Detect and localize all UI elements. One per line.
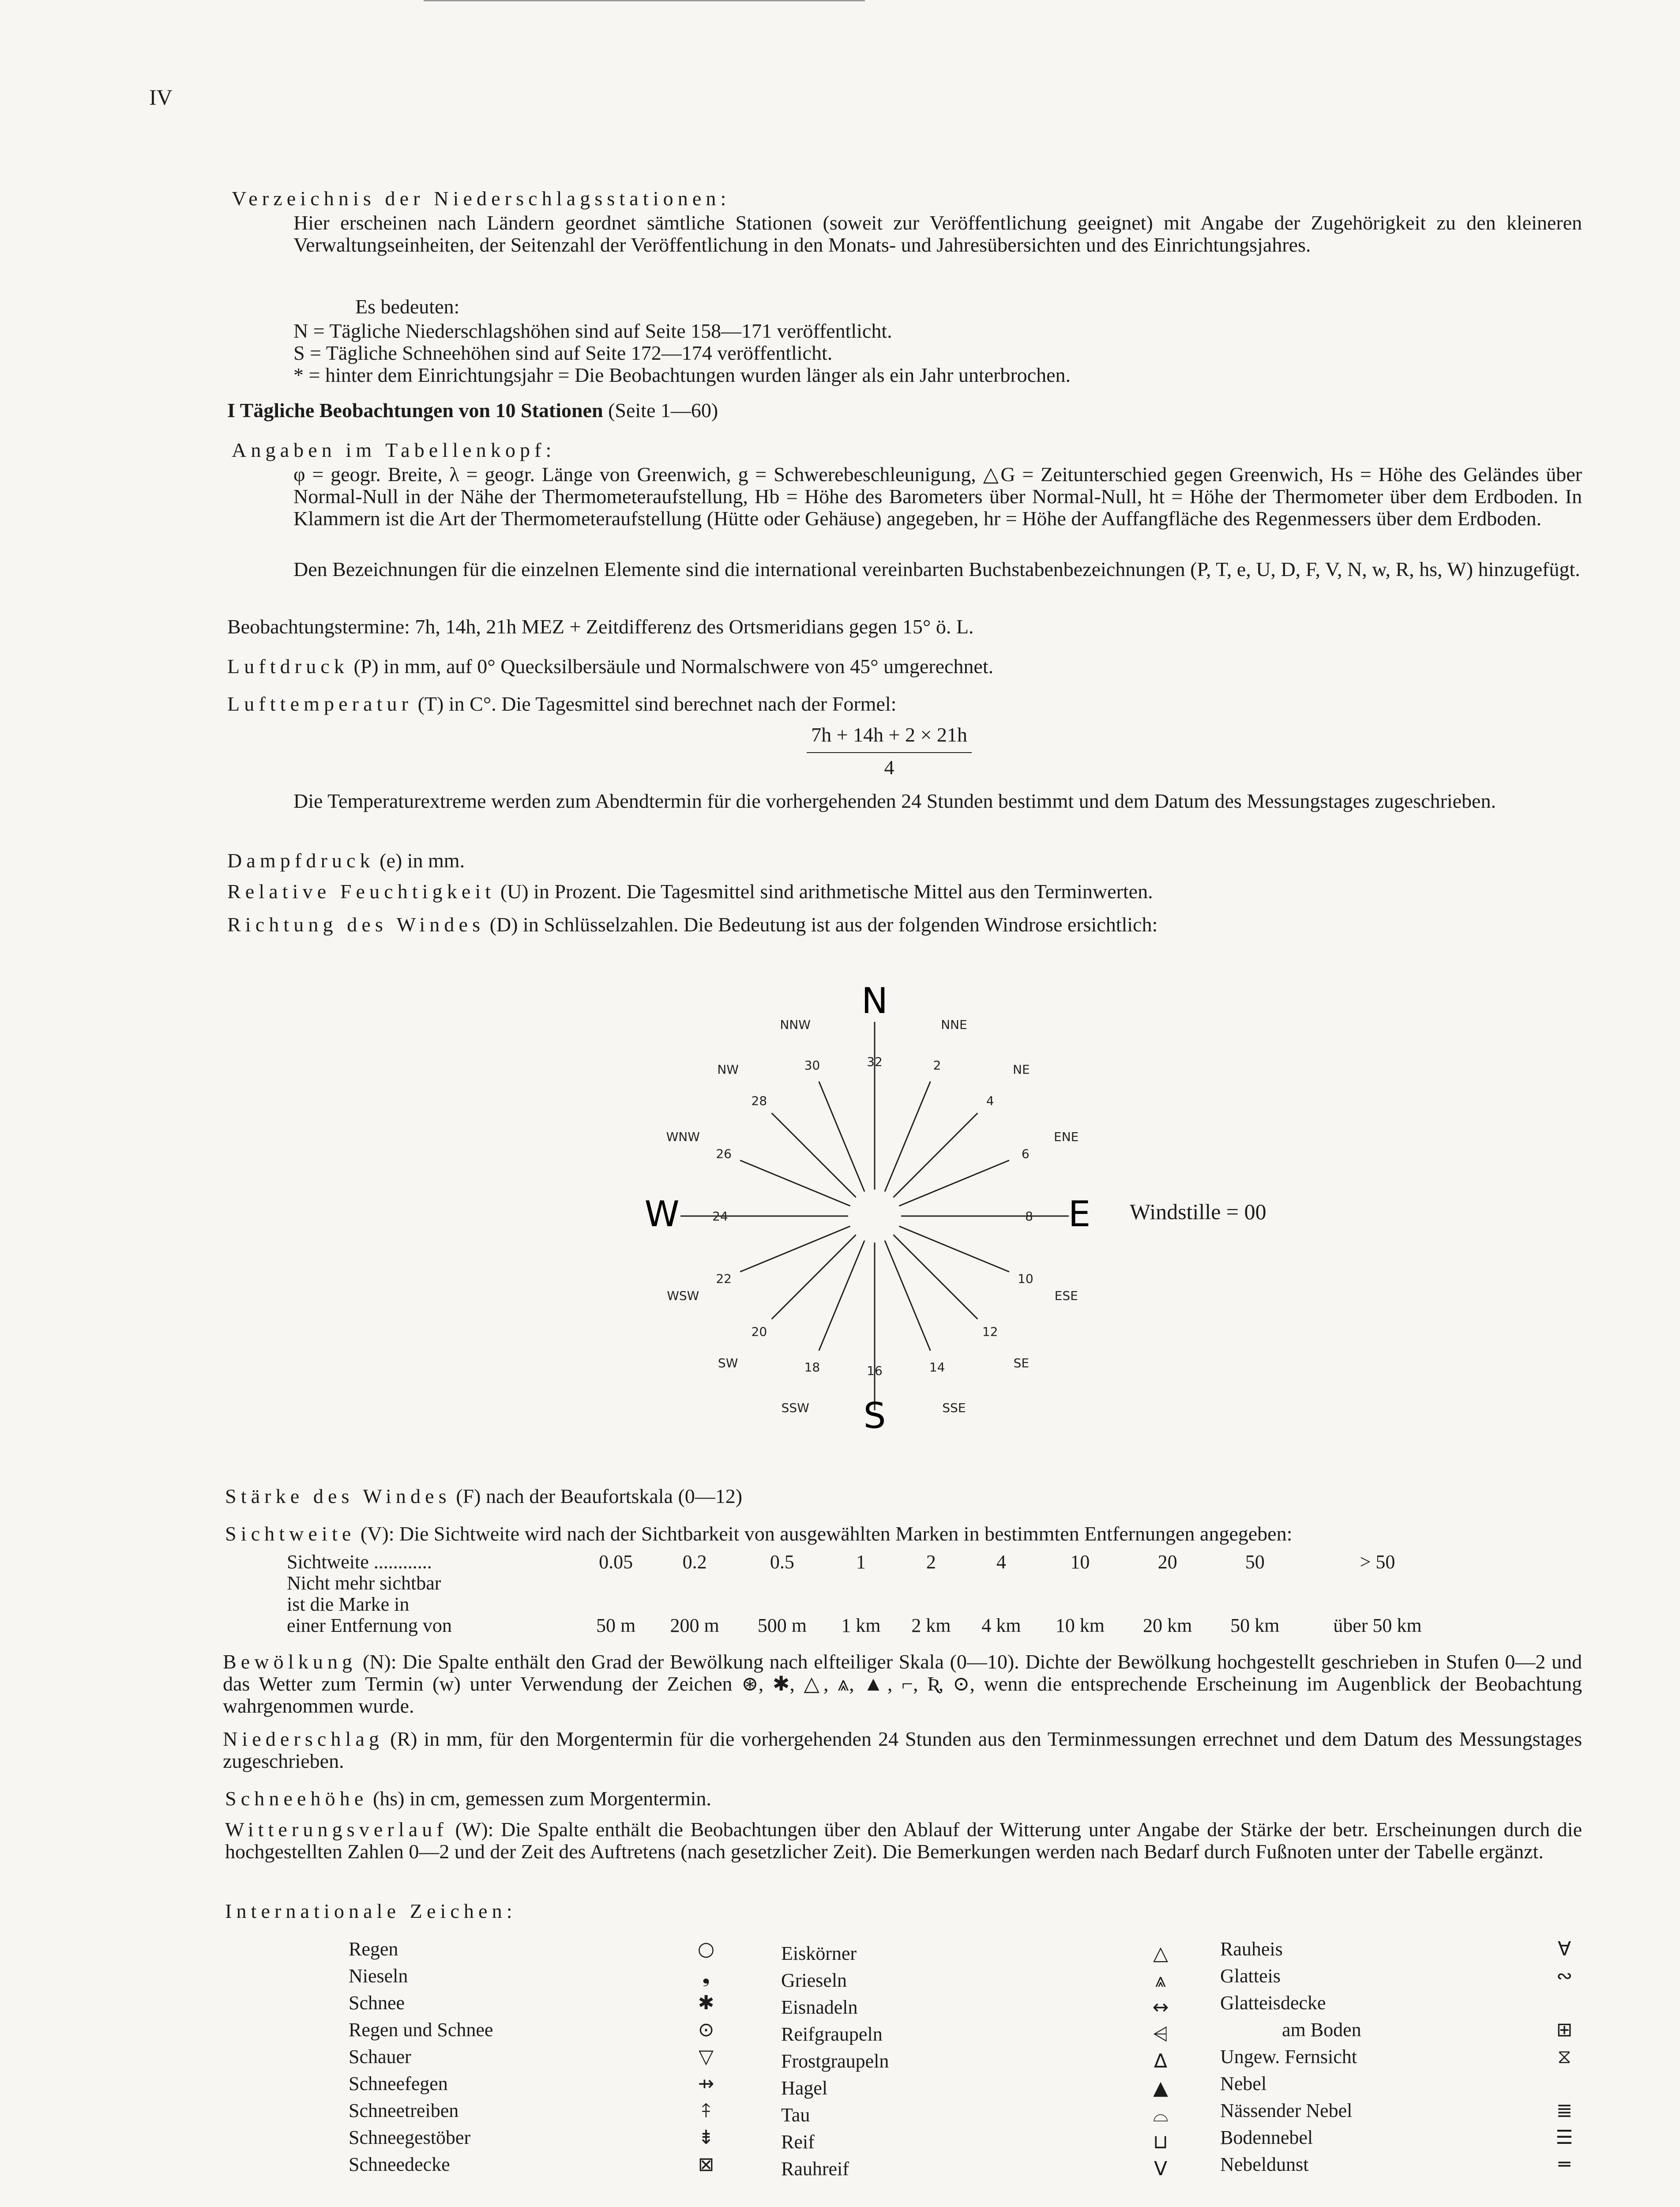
legend-item	[1220, 2070, 1582, 2097]
windstille-label: Windstille = 00	[1130, 1199, 1267, 1224]
legend-item	[781, 1994, 1178, 2021]
visibility-row-distance	[287, 1615, 1456, 1636]
windrose-west: W	[644, 1194, 680, 1235]
visibility-distance: 1 km	[841, 1615, 881, 1636]
windrose-direction-name: WNW	[666, 1130, 700, 1145]
windrose-code: 2	[933, 1058, 941, 1073]
windrose-code: 16	[867, 1363, 883, 1378]
visibility-distance: 4 km	[981, 1615, 1021, 1636]
snow-icon: ✱	[698, 1992, 714, 2014]
legend-item	[1220, 1936, 1582, 1962]
legend-label: Schnee	[349, 1992, 405, 2014]
formula	[706, 724, 1072, 779]
witterung-term: Witterungsverlauf	[225, 1818, 448, 1841]
visibility-value: 50	[1245, 1551, 1265, 1573]
windrose-ray	[899, 1160, 1009, 1206]
staerke-term: Stärke des Windes	[225, 1485, 451, 1507]
windrose-ray	[893, 1113, 977, 1198]
snowstorm-icon: ⇟	[698, 2126, 714, 2149]
legend-label: Glatteisdecke	[1220, 1992, 1326, 2014]
schnee-text: (hs) in cm, gemessen zum Morgentermin.	[372, 1787, 711, 1810]
rime-pellets-icon: ⩤	[1153, 2023, 1169, 2045]
windrose-code: 18	[804, 1360, 820, 1375]
hoarfrost-icon: ⊔	[1153, 2131, 1169, 2153]
windrose-rays	[680, 1022, 1069, 1410]
dew-icon: ⌓	[1153, 2104, 1169, 2126]
feucht-term: Relative Feuchtigkeit	[227, 880, 496, 903]
visibility-distance: 10 km	[1055, 1615, 1105, 1636]
visibility-distance: 200 m	[670, 1615, 719, 1636]
legend-label: Grieseln	[781, 1970, 847, 1991]
windrose-code: 24	[712, 1209, 728, 1224]
windrose-direction-name: SW	[718, 1356, 738, 1371]
legend-label: Schauer	[349, 2046, 411, 2068]
legend-label: Schneedecke	[349, 2154, 450, 2175]
section-i-pages: (Seite 1—60)	[608, 399, 718, 422]
visibility-distance: 50 m	[596, 1615, 636, 1636]
feucht-text: (U) in Prozent. Die Tagesmittel sind arithmetische Mittel aus den Terminwerten.	[500, 880, 1153, 903]
visibility-distance: 50 km	[1230, 1615, 1280, 1636]
legend-item	[781, 2021, 1178, 2048]
richtung-text: (D) in Schlüsselzahlen. Die Bedeutung ist aus der folgenden Windrose ersichtlich:	[489, 913, 1158, 936]
visibility-row-label: einer Entfernung von	[287, 1615, 452, 1636]
legend-label: Frostgraupeln	[781, 2050, 889, 2072]
glaze-icon: ∾	[1556, 1965, 1573, 1987]
drifting-snow-icon: ⇸	[698, 2072, 714, 2095]
windrose-ray	[819, 1081, 864, 1191]
windrose-code: 26	[716, 1146, 732, 1161]
niederschlag-text: (R) in mm, für den Morgentermin für die vorhergehenden 24 Stunden aus den Terminmessungen errechnet und dem Datum des Messungstages zugeschrieben.	[223, 1728, 1582, 1772]
windrose-east: E	[1068, 1194, 1091, 1235]
wet-fog-icon: ≣	[1556, 2099, 1573, 2122]
top-rule	[424, 0, 865, 1]
definition-star: * = hinter dem Einrichtungsjahr = Die Beobachtungen wurden länger als ein Jahr unterbrochen.	[293, 364, 1071, 386]
visibility-value: 4	[996, 1551, 1006, 1573]
legend-label: Regen	[349, 1938, 398, 1960]
windrose-direction-name: SE	[1013, 1356, 1030, 1371]
visibility-value: 10	[1070, 1551, 1090, 1573]
windrose-ray	[893, 1235, 977, 1319]
windrose-code: 32	[867, 1055, 883, 1069]
legend-item	[781, 1967, 1178, 1994]
sicht-term: Sichtweite	[225, 1522, 356, 1545]
bewoelkung-text: (N): Die Spalte enthält den Grad der Bewölkung nach elfteiliger Skala (0—10). Dichte der Bewölkung hochgestellt geschrieben in Stufen 0—2 und das Wetter zum Termin (w) unter Verwendung der Zeichen ⊛, ✱, △, ⩓, ▲, ⌐, Ʀ, ⊙, wenn die entsprechende Erscheinung im Augenblick der Beobachtung wahrgenommen wurde.	[223, 1650, 1582, 1717]
legend-item	[349, 1989, 724, 2016]
legend-label: Schneegestöber	[349, 2127, 471, 2148]
windrose-ray	[772, 1235, 856, 1319]
termine-text: Beobachtungstermine: 7h, 14h, 21h MEZ + Zeitdifferenz des Ortsmeridians gegen 15° ö. L.	[227, 615, 974, 638]
visibility-distance: 500 m	[757, 1615, 807, 1636]
niederschlag-block	[223, 1728, 1582, 1772]
windrose-direction-name: SSE	[942, 1401, 966, 1416]
legend-item	[349, 1936, 724, 1962]
legend-item	[349, 2043, 724, 2070]
ice-needles-icon: ↔	[1152, 1996, 1169, 2019]
luftdruck-text: (P) in mm, auf 0° Quecksilbersäule und Normalschwere von 45° umgerechnet.	[353, 655, 994, 678]
visibility-value: 2	[926, 1551, 936, 1573]
windrose-code: 4	[986, 1093, 994, 1108]
windrose-south: S	[863, 1395, 886, 1436]
visibility-distance: 2 km	[911, 1615, 951, 1636]
staerke-line	[225, 1485, 742, 1507]
windrose-direction-name: NNW	[780, 1017, 811, 1032]
richtung-term: Richtung des Windes	[227, 913, 485, 936]
windrose-code: 8	[1025, 1209, 1033, 1224]
windrose-code: 22	[716, 1271, 732, 1286]
hail-icon: ▲	[1153, 2077, 1168, 2099]
witterung-block	[225, 1819, 1582, 1863]
legend-item	[1220, 2151, 1582, 2178]
legend-item	[349, 2124, 724, 2151]
rain-icon: ○	[697, 1938, 715, 1960]
legend-label: Reifgraupeln	[781, 2023, 883, 2045]
legend-item	[1220, 2097, 1582, 2124]
windrose-code: 14	[929, 1360, 945, 1375]
sicht-line	[225, 1523, 1292, 1545]
richtung-line	[227, 914, 1158, 936]
visibility-value: 0.5	[770, 1551, 794, 1573]
visibility-row-scale	[287, 1552, 1456, 1573]
legend-item	[349, 2070, 724, 2097]
page-number: IV	[149, 85, 173, 109]
legend-item	[781, 2128, 1178, 2155]
legend-label: am Boden	[1282, 2019, 1361, 2041]
legend-label: Nieseln	[349, 1965, 408, 1987]
rain-and-snow-icon: ⊙	[698, 2019, 714, 2041]
extreme-text: Die Temperaturextreme werden zum Abendtermin für die vorhergehenden 24 Stunden bestimmt und dem Datum des Messungstages zugeschrieben.	[293, 790, 1496, 812]
windrose-ray	[885, 1081, 930, 1191]
staerke-text: (F) nach der Beaufortskala (0—12)	[456, 1485, 743, 1507]
legend-label: Rauhreif	[781, 2158, 849, 2180]
intl-heading: Internationale Zeichen:	[225, 1900, 517, 1922]
legend-column-1	[349, 1936, 724, 2178]
legend-item	[349, 2016, 724, 2043]
snow-cover-icon: ⊠	[698, 2153, 714, 2176]
legend-item	[781, 2075, 1178, 2102]
visibility-value: > 50	[1360, 1551, 1395, 1573]
visibility-row-label: ist die Marke in	[287, 1593, 410, 1615]
windrose-ray	[740, 1226, 850, 1272]
visibility-value: 20	[1158, 1551, 1177, 1573]
legend-item	[349, 2151, 724, 2178]
lufttemp-text: (T) in C°. Die Tagesmittel sind berechnet nach der Formel:	[417, 693, 897, 715]
schnee-line	[225, 1788, 711, 1810]
section-i-title: I Tägliche Beobachtungen von 10 Stationen	[227, 399, 603, 422]
windrose-direction-name: SSW	[781, 1401, 809, 1416]
legend-item	[781, 2155, 1178, 2182]
legend-label: Regen und Schnee	[349, 2019, 493, 2041]
legend-column-3	[1220, 1936, 1582, 2178]
bezeichnungen-text: Den Bezeichnungen für die einzelnen Elemente sind die international vereinbarten Buchstabenbezeichnungen (P, T, e, U, D, F, V, N, w, R, hs, W) hinzugefügt.	[293, 558, 1580, 580]
formula-numerator: 7h + 14h + 2 × 21h	[807, 724, 972, 753]
windrose-direction-name: ESE	[1054, 1288, 1078, 1303]
schnee-term: Schneehöhe	[225, 1787, 368, 1810]
niederschlag-term: Niederschlag	[223, 1728, 384, 1750]
formula-denominator: 4	[884, 756, 894, 779]
visibility-value: 0.05	[599, 1551, 633, 1573]
visibility-row-label-1	[287, 1573, 1456, 1594]
windrose-code: 28	[751, 1093, 767, 1108]
ice-pellets-icon: △	[1153, 1942, 1168, 1965]
windrose-ray	[885, 1240, 930, 1350]
legend-label: Reif	[781, 2131, 815, 2153]
drizzle-icon: ❟	[702, 1965, 710, 1987]
lufttemp-line	[227, 693, 896, 715]
legend-label: Eiskörner	[781, 1943, 857, 1964]
ground-glaze-icon: ⊞	[1556, 2019, 1573, 2041]
clear-visibility-icon: ⧖	[1557, 2045, 1571, 2068]
rough-ice-icon: ∀	[1557, 1938, 1571, 1960]
verzeichnis-heading: Verzeichnis der Niederschlagsstationen:	[232, 187, 731, 210]
legend-label: Ungew. Fernsicht	[1220, 2046, 1357, 2068]
visibility-row-label: Nicht mehr sichtbar	[287, 1572, 441, 1594]
windrose-code: 10	[1018, 1271, 1034, 1286]
legend-item	[781, 1940, 1178, 1967]
verzeichnis-text: Hier erscheinen nach Ländern geordnet sämtliche Stationen (soweit zur Veröffentlichung geeignet) mit Angabe der Zugehörigkeit zu den kleineren Verwaltungseinheiten, der Seitenzahl der Veröffentlichung in den Monats- und Jahresübersichten und des Einrichtungsjahres.	[293, 211, 1582, 256]
legend-label: Rauheis	[1220, 1938, 1283, 1960]
visibility-row-label: Sichtweite ............	[287, 1551, 432, 1573]
rime-icon: V	[1154, 2158, 1168, 2180]
legend-label: Nebel	[1220, 2073, 1267, 2094]
definition-n: N = Tägliche Niederschlagshöhen sind auf Seite 158—171 veröffentlicht.	[293, 320, 892, 342]
sicht-text: (V): Die Sichtweite wird nach der Sichtbarkeit von ausgewählten Marken in bestimmten Entfernungen angegeben:	[360, 1522, 1293, 1545]
windrose-code: 30	[804, 1058, 820, 1073]
blowing-snow-icon: ⤉	[702, 2099, 710, 2122]
windrose-ray	[899, 1226, 1009, 1272]
legend-label: Glatteis	[1220, 1965, 1281, 1987]
legend-label: Hagel	[781, 2077, 828, 2099]
windrose-code: 20	[751, 1324, 767, 1339]
luftdruck-term: Luftdruck	[227, 655, 349, 678]
ground-fog-icon: ☰	[1556, 2126, 1573, 2149]
frost-pellets-icon: ∆	[1154, 2050, 1167, 2072]
dampf-text: (e) in mm.	[380, 849, 465, 872]
legend-label: Schneetreiben	[349, 2100, 459, 2121]
dampf-term: Dampfdruck	[227, 849, 375, 872]
legend-item	[1220, 2043, 1582, 2070]
legend-item	[1220, 2016, 1582, 2043]
lufttemp-term: Lufttemperatur	[227, 693, 413, 715]
windrose-direction-name: ENE	[1054, 1130, 1079, 1145]
windrose-direction-name: NE	[1013, 1062, 1030, 1077]
windrose-ray	[740, 1160, 850, 1206]
legend-item	[781, 2102, 1178, 2128]
legend-label: Eisnadeln	[781, 1996, 858, 2018]
legend-label: Tau	[781, 2104, 810, 2126]
angaben-heading: Angaben im Tabellenkopf:	[232, 439, 556, 461]
visibility-distance: 20 km	[1143, 1615, 1192, 1636]
windrose-direction-name: NW	[717, 1062, 739, 1077]
visibility-distance: über 50 km	[1333, 1615, 1422, 1636]
windrose-code: 12	[982, 1324, 998, 1339]
angaben-text: φ = geogr. Breite, λ = geogr. Länge von Greenwich, g = Schwerebeschleunigung, △G = Zeitunterschied gegen Greenwich, Hs = Höhe des Geländes über Normal-Null in der Nähe der Thermometeraufstellung, Hb = Höhe des Barometers über Normal-Null, ht = Höhe der Thermometer über dem Erdboden. In Klammern ist die Art der Thermometeraufstellung (Hütte oder Gehäuse) angegeben, hr = Höhe der Auffangfläche des Regenmessers über dem Erdboden.	[293, 463, 1582, 530]
shower-icon: ▽	[699, 2045, 714, 2068]
feucht-line	[227, 881, 1153, 903]
visibility-value: 1	[856, 1551, 866, 1573]
snow-grains-icon: ⩓	[1155, 1969, 1166, 1992]
bewoelkung-term: Bewölkung	[223, 1650, 357, 1673]
legend-item	[1220, 2124, 1582, 2151]
visibility-table	[287, 1552, 1456, 1636]
legend-label: Nässender Nebel	[1220, 2100, 1353, 2121]
dampf-line	[227, 850, 465, 872]
windrose-ray	[772, 1113, 856, 1198]
mist-icon: ═	[1558, 2153, 1571, 2176]
visibility-value: 0.2	[682, 1551, 707, 1573]
definition-s: S = Tägliche Schneehöhen sind auf Seite 172—174 veröffentlicht.	[293, 342, 833, 364]
bewoelkung-block	[223, 1651, 1582, 1717]
legend-column-2	[781, 1940, 1178, 2182]
legend-item	[1220, 1962, 1582, 1989]
legend-label: Nebeldunst	[1220, 2154, 1309, 2175]
legend-item	[349, 2097, 724, 2124]
witterung-text: (W): Die Spalte enthält die Beobachtungen über den Ablauf der Witterung unter Angabe der Stärke der betr. Erscheinungen durch die hochgestellten Zahlen 0—2 und der Zeit des Auftretens (nach gesetzlicher Zeit). Die Bemerkungen werden nach Bedarf durch Fußnoten unter der Tabelle ergänzt.	[225, 1818, 1582, 1863]
windrose-direction-name: NNE	[941, 1017, 967, 1032]
section-i-title-line	[227, 399, 718, 422]
visibility-row-label-2	[287, 1594, 1456, 1615]
windrose-code: 6	[1021, 1146, 1030, 1161]
legend-label: Schneefegen	[349, 2073, 448, 2094]
windrose-direction-name: WSW	[667, 1288, 699, 1303]
windrose-ray	[819, 1240, 864, 1350]
legend-label: Bodennebel	[1220, 2127, 1313, 2148]
es-bedeuten: Es bedeuten:	[355, 295, 460, 318]
legend-item	[781, 2048, 1178, 2075]
legend-item	[1220, 1989, 1582, 2016]
legend-item	[349, 1962, 724, 1989]
windrose-north: N	[861, 980, 888, 1021]
luftdruck-line	[227, 655, 993, 678]
